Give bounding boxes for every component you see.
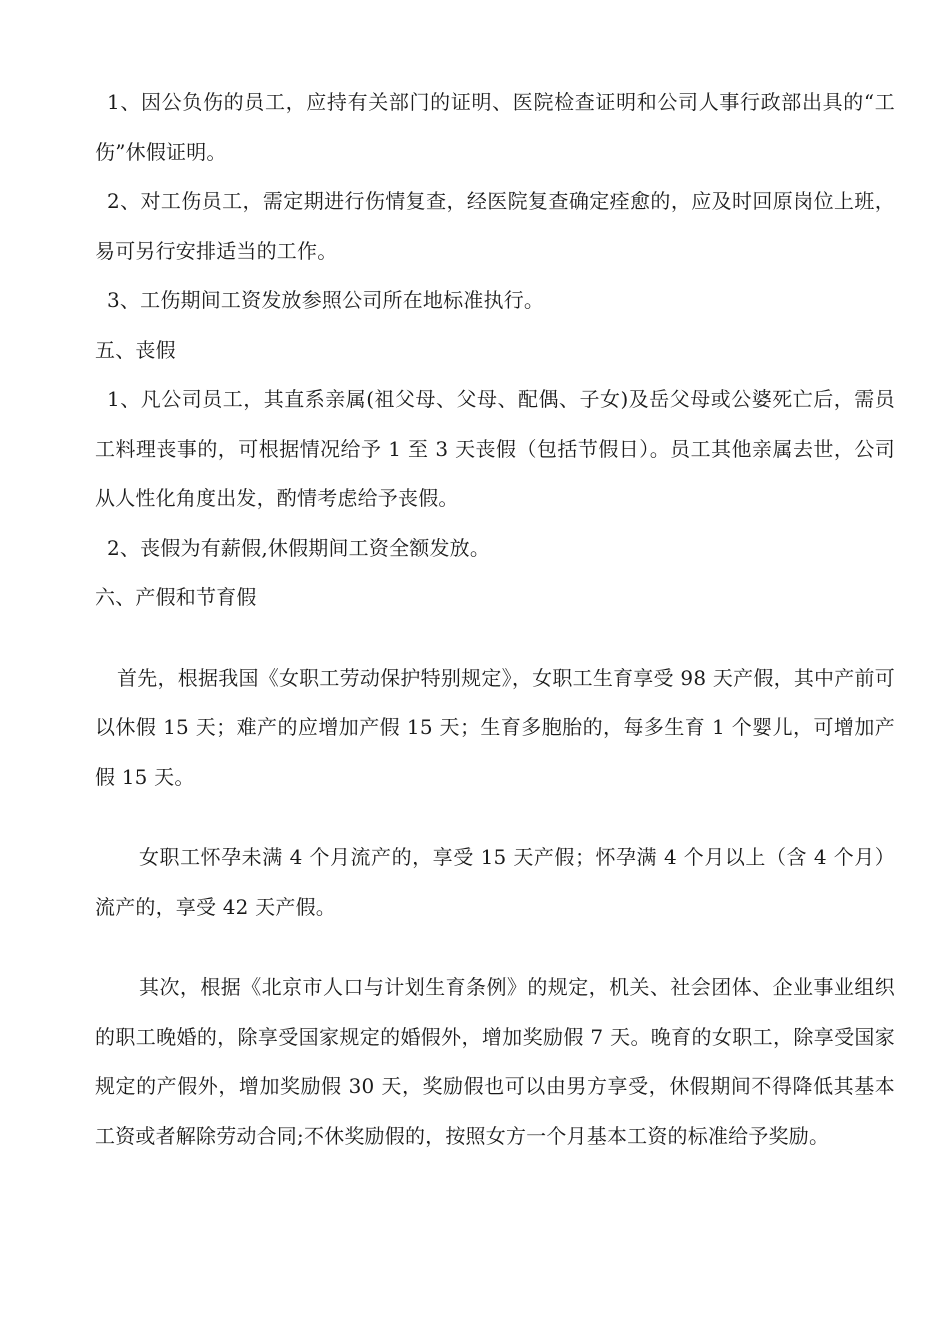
paragraph-maternity-leave-rules: 首先，根据我国《女职工劳动保护特别规定》，女职工生育享受 98 天产假，其中产前可以休假 15 天；难产的应增加产假 15 天；生育多胞胎的，每多生育 1 个婴儿，可增加产假 15 天。 xyxy=(95,665,895,789)
paragraph-miscarriage-leave: 女职工怀孕未满 4 个月流产的，享受 15 天产假；怀孕满 4 个月以上（含 4 个月）流产的，享受 42 天产假。 xyxy=(95,845,895,919)
document-body xyxy=(95,78,895,1161)
paragraph-injury-wage: 3、工伤期间工资发放参照公司所在地标准执行。 xyxy=(107,288,545,312)
paragraph-injury-review: 2、对工伤员工，需定期进行伤情复查，经医院复查确定痊愈的，应及时回原岗位上班，易可另行安排适当的工作。 xyxy=(95,189,895,263)
paragraph-injury-proof: 1、因公负伤的员工，应持有关部门的证明、医院检查证明和公司人事行政部出具的“工伤”休假证明。 xyxy=(95,90,895,164)
section-heading-maternity-leave: 六、产假和节育假 xyxy=(95,585,257,609)
paragraph-funeral-leave-pay: 2、丧假为有薪假,休假期间工资全额发放。 xyxy=(107,535,491,560)
paragraph-funeral-leave-eligibility: 1、凡公司员工，其直系亲属(祖父母、父母、配偶、子女)及岳父母或公婆死亡后，需员工料理丧事的，可根据情况给予 1 至 3 天丧假（包括节假日）。员工其他亲属去世，公司从人性化角度出发，酌情考虑给予丧假。 xyxy=(95,387,895,510)
paragraph-beijing-regulations: 其次，根据《北京市人口与计划生育条例》的规定，机关、社会团体、企业事业组织的职工晚婚的，除享受国家规定的婚假外，增加奖励假 7 天。晚育的女职工，除享受国家规定的产假外，增加奖励假 30 天，奖励假也可以由男方享受，休假期间不得降低其基本工资或者解除劳动合同;不休奖励假的，按照女方一个月基本工资的标准给予奖励。 xyxy=(95,975,895,1148)
section-heading-funeral-leave: 五、丧假 xyxy=(95,337,176,362)
